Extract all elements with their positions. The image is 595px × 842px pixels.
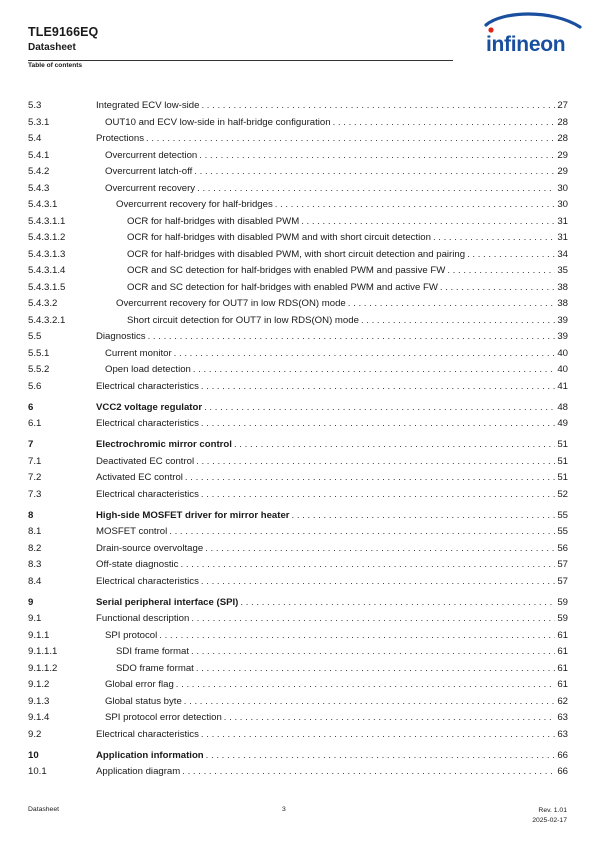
document-title: TLE9166EQ <box>28 25 99 39</box>
toc-page-number: 57 <box>557 575 568 587</box>
toc-entry-link[interactable] <box>96 98 568 115</box>
toc-entry[interactable] <box>28 400 568 417</box>
toc-page-number: 31 <box>557 215 568 227</box>
toc-entry-link[interactable] <box>127 247 568 264</box>
toc-dot-leader <box>196 661 555 678</box>
toc-dot-leader <box>275 197 556 214</box>
toc-number: 5.4.3.1.4 <box>28 265 66 276</box>
toc-entry[interactable] <box>28 487 568 504</box>
toc-entry-link[interactable] <box>105 677 568 694</box>
toc-entry[interactable] <box>28 181 568 198</box>
toc-entry[interactable] <box>28 197 568 214</box>
toc-title: Electrical characteristics <box>96 380 199 392</box>
toc-dot-leader <box>196 454 555 471</box>
toc-entry[interactable] <box>28 247 568 264</box>
toc-title: Overcurrent recovery <box>105 182 196 194</box>
toc-entry-link[interactable] <box>127 280 568 297</box>
toc-dot-leader <box>467 247 555 264</box>
toc-number: 5.3.1 <box>28 116 50 128</box>
toc-entry[interactable] <box>28 379 568 396</box>
toc-number: 9.1.3 <box>28 695 50 707</box>
toc-dot-leader <box>185 470 555 487</box>
toc-number: 5.4.3.2.1 <box>28 314 66 326</box>
toc-dot-leader <box>348 296 556 313</box>
toc-dot-leader <box>199 148 555 165</box>
toc-dot-leader <box>234 437 555 454</box>
toc-entry-link[interactable] <box>116 644 568 661</box>
toc-entry-link[interactable] <box>127 214 568 231</box>
toc-entry[interactable] <box>28 454 568 471</box>
toc-page-number: 61 <box>557 646 568 657</box>
toc-page-number: 59 <box>557 613 568 624</box>
toc-dot-leader <box>197 181 555 198</box>
toc-entry-link[interactable] <box>96 329 568 346</box>
toc-dot-leader <box>182 764 555 781</box>
footer-revision <box>532 806 567 826</box>
toc-number: 9.2 <box>28 728 42 740</box>
toc-entry-link[interactable] <box>96 131 568 148</box>
toc-dot-leader <box>440 280 555 297</box>
toc-dot-leader <box>201 98 555 115</box>
toc-number: 7.1 <box>28 455 42 467</box>
toc-entry[interactable] <box>28 557 568 574</box>
toc-entry[interactable] <box>28 214 568 231</box>
toc-title: Electrical characteristics <box>96 728 199 740</box>
toc-dot-leader <box>193 362 555 379</box>
infineon-logo <box>472 9 588 59</box>
toc-number: 8.1 <box>28 526 42 537</box>
toc-entry-link[interactable] <box>116 661 568 678</box>
toc-dot-leader <box>201 379 555 396</box>
toc-entry[interactable] <box>28 115 568 132</box>
toc-entry-link[interactable] <box>105 346 568 363</box>
toc-title: Application diagram <box>96 766 181 777</box>
toc-dot-leader <box>333 115 556 132</box>
toc-entry[interactable] <box>28 677 568 694</box>
toc-title: Global status byte <box>105 695 182 707</box>
toc-title: Protections <box>96 133 144 144</box>
toc-number: 8.4 <box>28 575 42 587</box>
toc-title: Global error flag <box>105 679 174 690</box>
toc-entry-link[interactable] <box>127 230 568 247</box>
toc-title: Deactivated EC control <box>96 455 195 467</box>
toc-title: MOSFET control <box>96 526 168 537</box>
toc-page-number: 51 <box>557 455 568 467</box>
toc-page-number: 57 <box>557 559 568 570</box>
toc-entry[interactable] <box>28 148 568 165</box>
toc-number: 5.4.3.1.5 <box>28 281 66 293</box>
toc-page-number: 29 <box>557 149 568 161</box>
toc-number: 9.1.1.1 <box>28 646 58 657</box>
toc-entry[interactable] <box>28 764 568 781</box>
toc-page-number: 55 <box>557 526 568 537</box>
toc-dot-leader <box>205 541 555 558</box>
toc-entry-link[interactable] <box>96 454 568 471</box>
toc-title: OCR and SC detection for half-bridges with enabled PWM and active FW <box>127 281 438 293</box>
toc-number: 5.5.2 <box>28 364 50 375</box>
document-subtitle: Datasheet <box>28 42 76 53</box>
toc-title: OCR for half-bridges with disabled PWM and with short circuit detection <box>127 232 431 243</box>
toc-title: OUT10 and ECV low-side in half-bridge configuration <box>105 116 331 128</box>
toc-entry-link[interactable] <box>96 508 568 525</box>
footer-page-number: 3 <box>282 806 286 813</box>
toc-title: Open load detection <box>105 364 191 375</box>
toc-entry[interactable] <box>28 263 568 280</box>
toc-number: 6 <box>28 401 34 413</box>
toc-page-number: 61 <box>557 629 568 641</box>
toc-title: Application information <box>96 749 204 761</box>
toc-page-number: 56 <box>557 542 568 554</box>
toc-number: 5.4.1 <box>28 149 50 161</box>
toc-entry[interactable] <box>28 595 568 612</box>
toc-entry-link[interactable] <box>105 628 568 645</box>
toc-entry[interactable] <box>28 280 568 297</box>
toc-entry-link[interactable] <box>96 400 568 417</box>
toc-entry-link[interactable] <box>96 764 568 781</box>
toc-page-number: 63 <box>557 728 568 740</box>
toc-title: Electrochromic mirror control <box>96 439 232 450</box>
toc-page-number: 51 <box>557 439 568 450</box>
toc-title: SDO frame format <box>116 662 194 674</box>
toc-entry[interactable] <box>28 628 568 645</box>
toc-dot-leader <box>240 595 555 612</box>
toc-title: Electrical characteristics <box>96 488 199 500</box>
toc-page-number: 30 <box>557 182 568 194</box>
toc-entry[interactable] <box>28 661 568 678</box>
toc-page-number: 28 <box>557 116 568 128</box>
toc-page-number: 59 <box>557 596 568 608</box>
toc-title: SPI protocol <box>105 629 158 641</box>
toc-title: OCR for half-bridges with disabled PWM, with short circuit detection and pairing <box>127 248 466 260</box>
toc-page-number: 27 <box>557 100 568 111</box>
toc-page-number: 66 <box>557 749 568 761</box>
toc-number: 7.2 <box>28 472 42 483</box>
toc-entry-link[interactable] <box>96 595 568 612</box>
toc-entry[interactable] <box>28 574 568 591</box>
toc-number: 9.1.1 <box>28 629 50 641</box>
toc-number: 6.1 <box>28 418 42 429</box>
footer-doc-type: Datasheet <box>28 806 59 813</box>
toc-page-number: 52 <box>557 488 568 500</box>
toc-title: Serial peripheral interface (SPI) <box>96 596 239 608</box>
toc-number: 8 <box>28 509 34 521</box>
toc-entry-link[interactable] <box>105 181 568 198</box>
toc-title: Short circuit detection for OUT7 in low RDS(ON) mode <box>127 314 359 326</box>
toc-entry-link[interactable] <box>116 296 568 313</box>
toc-dot-leader <box>184 694 556 711</box>
toc-dot-leader <box>361 313 555 330</box>
toc-number: 5.5 <box>28 331 42 342</box>
toc-title: Overcurrent detection <box>105 149 198 161</box>
footer-rev: Rev. 1.01 <box>538 807 567 814</box>
toc-dot-leader <box>206 748 556 765</box>
toc-entry[interactable] <box>28 437 568 454</box>
toc-entry[interactable] <box>28 727 568 744</box>
toc-title: SDI frame format <box>116 646 190 657</box>
toc-number: 5.4.3.1.2 <box>28 232 66 243</box>
toc-number: 7 <box>28 439 34 450</box>
toc-number: 5.4.2 <box>28 166 50 177</box>
toc-entry[interactable] <box>28 611 568 628</box>
toc-page-number: 51 <box>557 472 568 483</box>
toc-page-number: 31 <box>557 232 568 243</box>
toc-dot-leader <box>433 230 555 247</box>
toc-title: Electrical characteristics <box>96 418 199 429</box>
toc-number: 5.4.3.1.1 <box>28 215 66 227</box>
toc-title: High-side MOSFET driver for mirror heater <box>96 509 290 521</box>
toc-entry[interactable] <box>28 694 568 711</box>
toc-entry[interactable] <box>28 541 568 558</box>
toc-page-number: 48 <box>557 401 568 413</box>
toc-title: Electrical characteristics <box>96 575 199 587</box>
toc-entry[interactable] <box>28 313 568 330</box>
table-of-contents <box>28 98 568 781</box>
toc-dot-leader <box>191 611 555 628</box>
toc-dot-leader <box>191 644 555 661</box>
toc-entry[interactable] <box>28 710 568 727</box>
toc-page-number: 55 <box>557 509 568 521</box>
toc-dot-leader <box>169 524 555 541</box>
toc-number: 5.4.3.1.3 <box>28 248 66 260</box>
toc-number: 5.4.3.1 <box>28 199 58 210</box>
toc-dot-leader <box>224 710 556 727</box>
toc-entry[interactable] <box>28 296 568 313</box>
toc-dot-leader <box>447 263 555 280</box>
toc-title: Diagnostics <box>96 331 146 342</box>
toc-title: Off-state diagnostic <box>96 559 179 570</box>
toc-entry-link[interactable] <box>116 197 568 214</box>
toc-entry-link[interactable] <box>105 694 568 711</box>
toc-page-number: 66 <box>557 766 568 777</box>
toc-entry-link[interactable] <box>96 748 568 765</box>
toc-entry-link[interactable] <box>96 470 568 487</box>
toc-entry-link[interactable] <box>96 437 568 454</box>
toc-title: SPI protocol error detection <box>105 712 222 723</box>
toc-entry[interactable] <box>28 346 568 363</box>
toc-page-number: 63 <box>557 712 568 723</box>
toc-entry-link[interactable] <box>105 164 568 181</box>
toc-dot-leader <box>146 131 555 148</box>
toc-page-number: 41 <box>557 380 568 392</box>
toc-entry-link[interactable] <box>105 710 568 727</box>
toc-number: 5.3 <box>28 100 42 111</box>
toc-title: Current monitor <box>105 347 172 359</box>
toc-entry-link[interactable] <box>96 611 568 628</box>
toc-page-number: 39 <box>557 314 568 326</box>
footer-date: 2025-02-17 <box>532 817 567 824</box>
toc-entry-link[interactable] <box>96 727 568 744</box>
toc-page-number: 28 <box>557 133 568 144</box>
toc-page-number: 40 <box>557 364 568 375</box>
toc-dot-leader <box>174 346 556 363</box>
toc-number: 5.4.3.2 <box>28 298 58 309</box>
toc-number: 10.1 <box>28 766 47 777</box>
toc-page-number: 38 <box>557 281 568 293</box>
toc-entry-link[interactable] <box>96 416 568 433</box>
toc-entry-link[interactable] <box>105 362 568 379</box>
logo-text: infineon <box>486 33 566 56</box>
toc-entry-link[interactable] <box>127 313 568 330</box>
toc-page-number: 29 <box>557 166 568 177</box>
toc-title: Overcurrent recovery for half-bridges <box>116 199 273 210</box>
toc-entry-link[interactable] <box>127 263 568 280</box>
toc-number: 9 <box>28 596 34 608</box>
toc-entry[interactable] <box>28 230 568 247</box>
toc-number: 8.2 <box>28 542 42 554</box>
toc-entry-link[interactable] <box>96 487 568 504</box>
toc-number: 7.3 <box>28 488 42 500</box>
toc-number: 9.1 <box>28 613 42 624</box>
toc-dot-leader <box>201 574 555 591</box>
toc-page-number: 62 <box>557 695 568 707</box>
toc-dot-leader <box>201 416 555 433</box>
toc-number: 10 <box>28 749 39 761</box>
toc-title: Functional description <box>96 613 190 624</box>
header-rule <box>28 60 453 61</box>
toc-entry[interactable] <box>28 362 568 379</box>
toc-title: Integrated ECV low-side <box>96 100 200 111</box>
toc-entry[interactable] <box>28 329 568 346</box>
toc-page-number: 34 <box>557 248 568 260</box>
toc-entry[interactable] <box>28 470 568 487</box>
toc-page-number: 61 <box>557 662 568 674</box>
toc-page-number: 49 <box>557 418 568 429</box>
toc-page-number: 40 <box>557 347 568 359</box>
toc-entry-link[interactable] <box>96 557 568 574</box>
toc-entry[interactable] <box>28 524 568 541</box>
toc-number: 5.4 <box>28 133 42 144</box>
toc-entry[interactable] <box>28 131 568 148</box>
toc-dot-leader <box>204 400 555 417</box>
toc-page-number: 35 <box>557 265 568 276</box>
toc-page-number: 61 <box>557 679 568 690</box>
toc-page-number: 30 <box>557 199 568 210</box>
toc-dot-leader <box>194 164 555 181</box>
toc-title: VCC2 voltage regulator <box>96 401 203 413</box>
toc-title: Drain-source overvoltage <box>96 542 204 554</box>
toc-title: Overcurrent latch-off <box>105 166 193 177</box>
section-label: Table of contents <box>28 62 83 69</box>
toc-number: 5.5.1 <box>28 347 50 359</box>
toc-entry-link[interactable] <box>96 541 568 558</box>
toc-page-number: 38 <box>557 298 568 309</box>
toc-entry-link[interactable] <box>96 379 568 396</box>
toc-number: 5.6 <box>28 380 42 392</box>
toc-page-number: 39 <box>557 331 568 342</box>
toc-number: 9.1.4 <box>28 712 50 723</box>
toc-title: Overcurrent recovery for OUT7 in low RDS(ON) mode <box>116 298 346 309</box>
toc-entry-link[interactable] <box>105 115 568 132</box>
toc-dot-leader <box>180 557 555 574</box>
toc-dot-leader <box>176 677 556 694</box>
toc-number: 5.4.3 <box>28 182 50 194</box>
logo-swoosh <box>486 14 580 27</box>
toc-dot-leader <box>148 329 556 346</box>
toc-entry[interactable] <box>28 98 568 115</box>
toc-dot-leader <box>201 727 555 744</box>
toc-entry[interactable] <box>28 748 568 765</box>
toc-title: OCR and SC detection for half-bridges with enabled PWM and passive FW <box>127 265 446 276</box>
logo-dot <box>488 27 493 32</box>
toc-dot-leader <box>201 487 555 504</box>
toc-dot-leader <box>159 628 555 645</box>
toc-title: Activated EC control <box>96 472 183 483</box>
toc-number: 8.3 <box>28 559 42 570</box>
toc-dot-leader <box>301 214 555 231</box>
toc-entry[interactable] <box>28 416 568 433</box>
toc-title: OCR for half-bridges with disabled PWM <box>127 215 300 227</box>
toc-entry-link[interactable] <box>105 148 568 165</box>
toc-number: 9.1.2 <box>28 679 50 690</box>
toc-dot-leader <box>292 508 556 525</box>
toc-entry[interactable] <box>28 644 568 661</box>
toc-entry-link[interactable] <box>96 574 568 591</box>
toc-entry[interactable] <box>28 164 568 181</box>
toc-number: 9.1.1.2 <box>28 662 58 674</box>
toc-entry-link[interactable] <box>96 524 568 541</box>
toc-entry[interactable] <box>28 508 568 525</box>
